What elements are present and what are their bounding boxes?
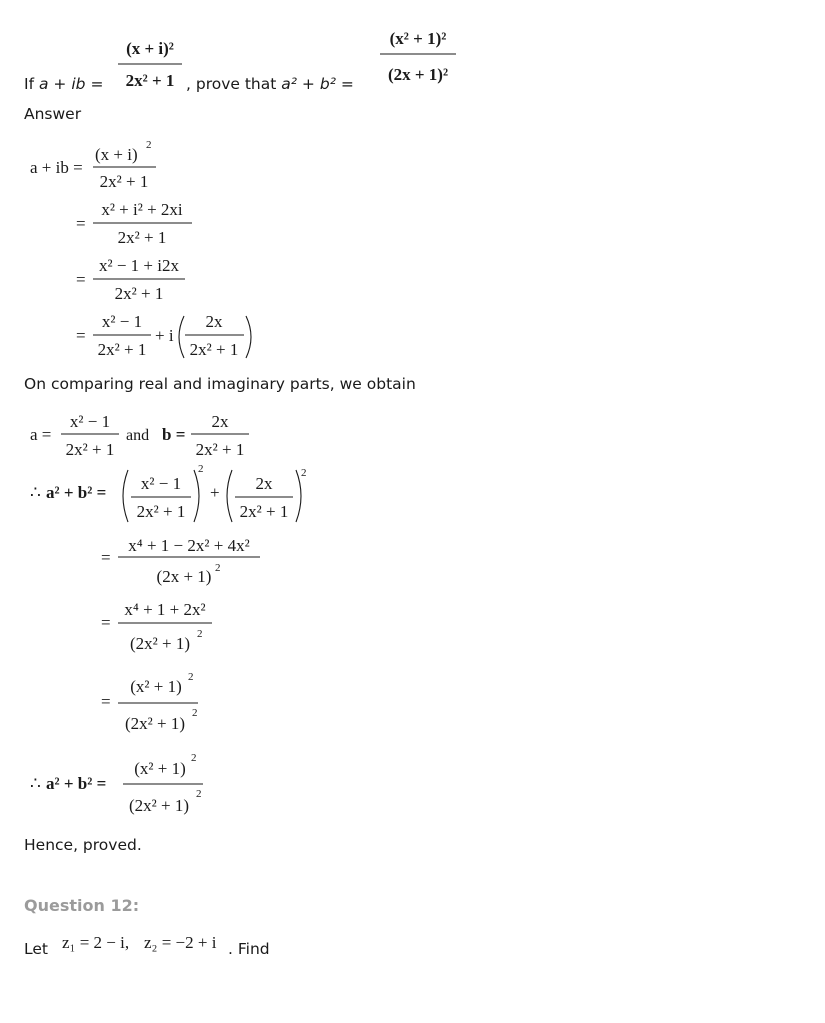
step1-numerator: (x + i) [95, 145, 138, 164]
step2-denominator: 2x² + 1 [117, 228, 167, 247]
step4-numerator2: 2x [205, 312, 223, 331]
b-squared: b² [319, 75, 336, 93]
sum2-denominator-exponent: 2 [215, 562, 221, 574]
question-12-heading: Question 12: [24, 896, 140, 915]
b-lhs: b = [162, 425, 186, 444]
let-word: Let [24, 940, 48, 958]
step4-denominator1: 2x² + 1 [97, 340, 147, 359]
statement-fraction2-denominator: (2x + 1)² [387, 65, 449, 84]
sum1-left-paren2 [227, 470, 232, 522]
step1-lhs: a + ib = [30, 158, 83, 177]
step1-numerator-exponent: 2 [146, 139, 152, 151]
step4-right-paren [246, 316, 251, 358]
sum1-plus: + [210, 483, 220, 502]
sum4-numerator-exponent: 2 [188, 671, 194, 683]
step3-equals: = [76, 270, 86, 289]
step4-left-paren [179, 316, 184, 358]
step3-numerator: x² − 1 + i2x [99, 256, 179, 275]
sum1-left-paren1 [123, 470, 128, 522]
b-numerator: 2x [211, 412, 229, 431]
final-denominator: (2x² + 1) [128, 796, 190, 815]
step2-equals: = [76, 214, 86, 233]
sum3-denominator-exponent: 2 [197, 628, 203, 640]
sum3-numerator: x⁴ + 1 + 2x² [124, 600, 206, 619]
equals-sign-2: = [340, 75, 354, 93]
a-denominator: 2x² + 1 [65, 440, 115, 459]
sum1-therefore-symbol: ∴ [30, 483, 41, 502]
sum2-denominator: (2x + 1) [156, 567, 212, 586]
sum1-denominator2: 2x² + 1 [239, 502, 289, 521]
final-therefore-symbol: ∴ [30, 774, 41, 793]
z1-expression: z₁ = 2 − i, [62, 933, 130, 952]
sum4-denominator: (2x² + 1) [124, 714, 186, 733]
sum2-numerator: x⁴ + 1 − 2x² + 4x² [128, 536, 250, 555]
answer-label: Answer [24, 105, 82, 123]
plus-sign-2: + [301, 75, 315, 93]
sum1-exponent2: 2 [301, 467, 307, 479]
sum3-denominator: (2x² + 1) [129, 634, 191, 653]
sum1-numerator2: 2x [255, 474, 273, 493]
step4-plus-i: + i [155, 326, 174, 345]
plus-sign: + [53, 75, 67, 93]
final-numerator: (x² + 1) [134, 759, 186, 778]
sum4-denominator-exponent: 2 [192, 707, 198, 719]
variable-a: a [38, 75, 49, 93]
b-denominator: 2x² + 1 [195, 440, 245, 459]
statement-fraction1-denominator: 2x² + 1 [125, 71, 175, 90]
final-lhs: a² + b² = [46, 774, 107, 793]
step2-numerator: x² + i² + 2xi [101, 200, 183, 219]
sum1-denominator1: 2x² + 1 [136, 502, 186, 521]
sum1-lhs: a² + b² = [46, 483, 107, 502]
equals-sign: = [90, 75, 104, 93]
final-numerator-exponent: 2 [191, 752, 197, 764]
prove-that-text: , prove that [186, 75, 277, 93]
conclusion-text: Hence, proved. [24, 836, 142, 854]
sum4-numerator: (x² + 1) [130, 677, 182, 696]
step3-denominator: 2x² + 1 [114, 284, 164, 303]
z2-expression: z₂ = −2 + i [144, 933, 217, 952]
comparing-text: On comparing real and imaginary parts, we obtain [24, 375, 416, 393]
variable-ib: ib [71, 75, 86, 93]
statement-continuation [186, 74, 354, 94]
a-numerator: x² − 1 [69, 412, 111, 431]
sum1-right-paren1 [194, 470, 199, 522]
statement-fraction1-numerator: (x + i)² [126, 39, 174, 58]
find-text: . Find [228, 940, 270, 958]
final-denominator-exponent: 2 [196, 788, 202, 800]
sum1-exponent1: 2 [198, 463, 204, 475]
a-lhs: a = [30, 425, 52, 444]
statement-fraction2-numerator: (x² + 1)² [389, 29, 447, 48]
a-squared: a² [281, 75, 297, 93]
and-word: and [126, 427, 150, 444]
step4-equals: = [76, 326, 86, 345]
step4-denominator2: 2x² + 1 [189, 340, 239, 359]
step1-denominator: 2x² + 1 [99, 172, 149, 191]
sum4-equals: = [101, 692, 111, 711]
sum1-numerator1: x² − 1 [140, 474, 182, 493]
if-word: If [24, 75, 35, 93]
step4-numerator1: x² − 1 [101, 312, 143, 331]
sum3-equals: = [101, 613, 111, 632]
sum2-equals: = [101, 548, 111, 567]
